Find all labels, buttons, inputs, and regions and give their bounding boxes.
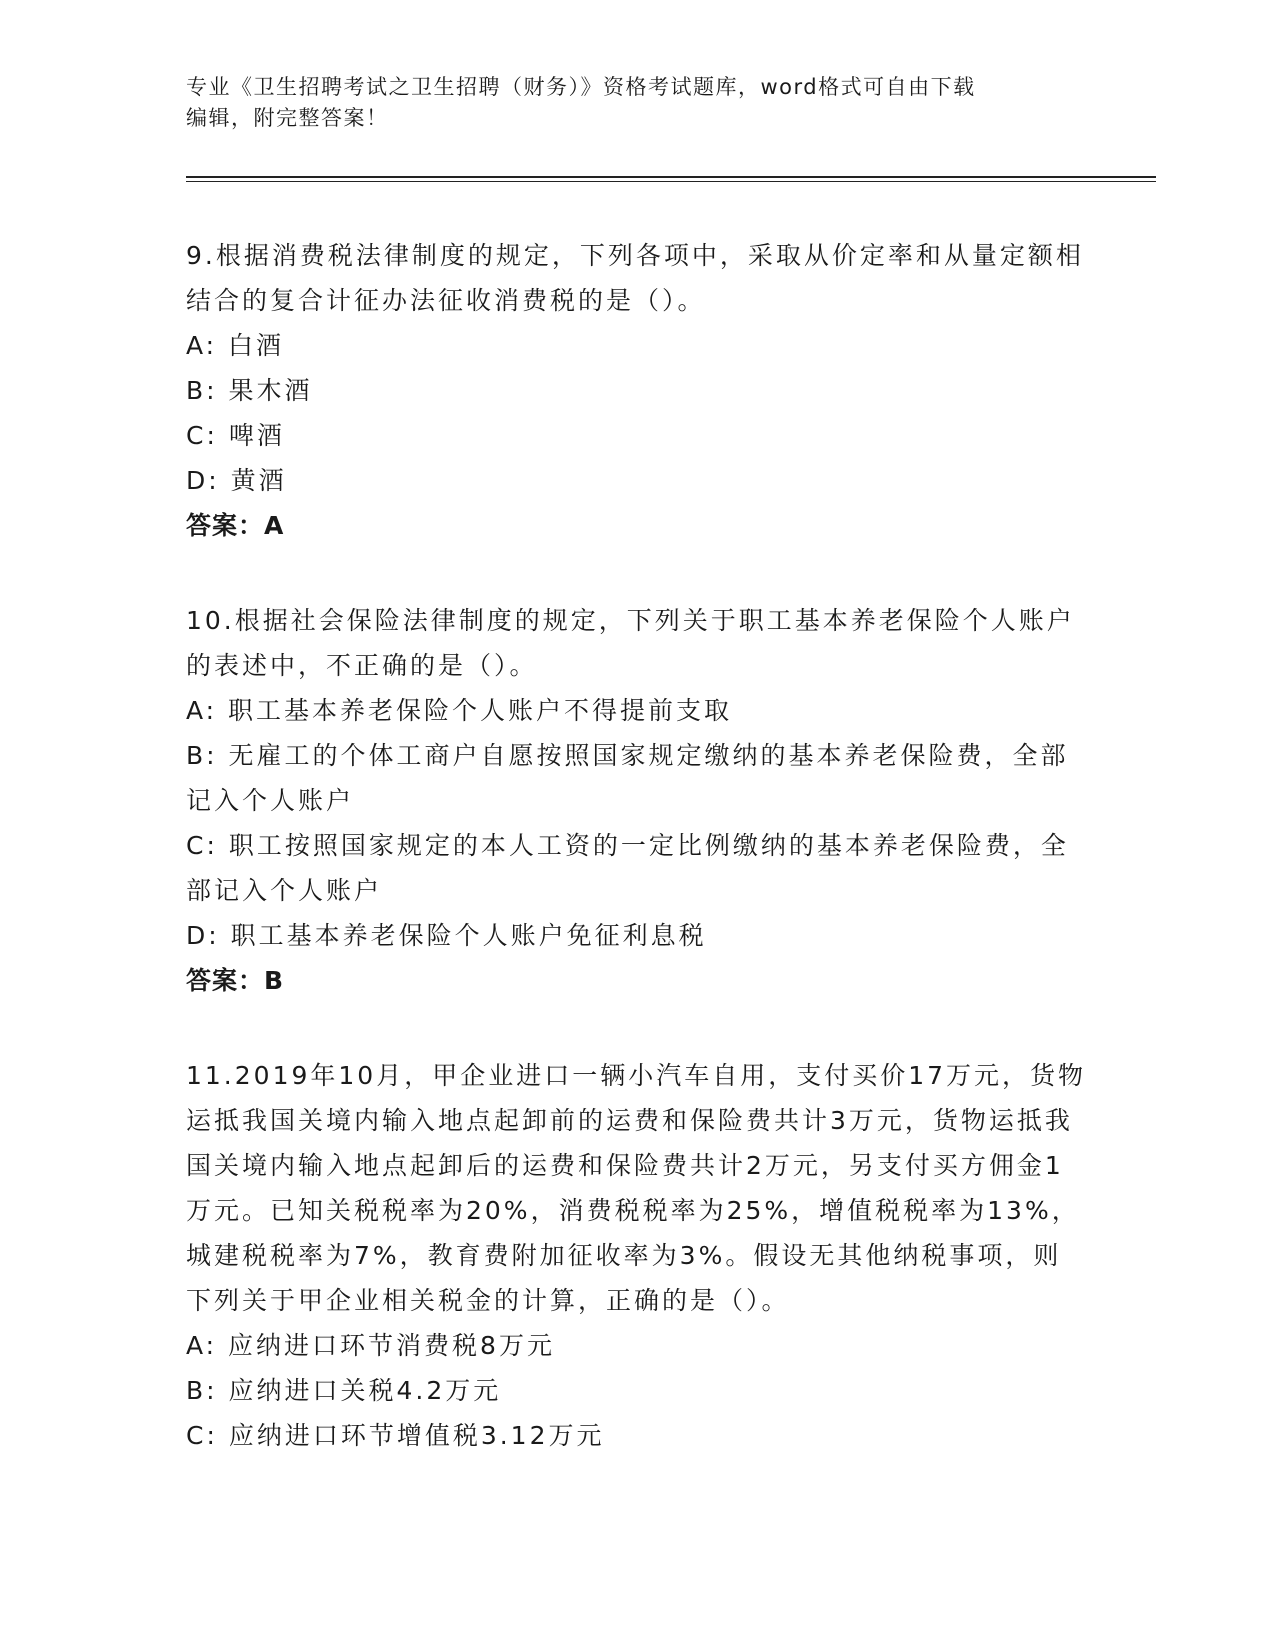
option-a: A: 白酒 [186, 331, 285, 360]
question-9 [186, 233, 1086, 548]
header-divider [186, 176, 1156, 182]
question-stem: 9.根据消费税法律制度的规定，下列各项中，采取从价定率和从量定额相结合的复合计征办法征收消费税的是（）。 [186, 241, 1084, 315]
option-c: C: 啤酒 [186, 421, 285, 450]
option-c: C: 应纳进口环节增值税3.12万元 [186, 1421, 605, 1450]
document-header [186, 72, 1086, 134]
question-stem: 11.2019年10月，甲企业进口一辆小汽车自用，支付买价17万元，货物运抵我国关境内输入地点起卸前的运费和保险费共计3万元，货物运抵我国关境内输入地点起卸后的运费和保险费共计2万元，另支付买方佣金1万元。已知关税税率为20%，消费税税率为25%，增值税税率为13%，城建税税率为7%，教育费附加征收率为3%。假设无其他纳税事项，则下列关于甲企业相关税金的计算，正确的是（）。 [186, 1061, 1087, 1315]
option-b: B: 无雇工的个体工商户自愿按照国家规定缴纳的基本养老保险费，全部记入个人账户 [186, 741, 1069, 815]
answer: 答案：A [186, 511, 285, 540]
header-line-1: 专业《卫生招聘考试之卫生招聘（财务）》资格考试题库，word格式可自由下载 [186, 75, 976, 99]
option-b: B: 应纳进口关税4.2万元 [186, 1376, 502, 1405]
option-b: B: 果木酒 [186, 376, 313, 405]
option-a: A: 应纳进口环节消费税8万元 [186, 1331, 555, 1360]
option-c: C: 职工按照国家规定的本人工资的一定比例缴纳的基本养老保险费，全部记入个人账户 [186, 831, 1069, 905]
question-10 [186, 598, 1086, 1003]
header-line-2: 编辑，附完整答案！ [186, 106, 389, 130]
option-d: D: 黄酒 [186, 466, 287, 495]
option-a: A: 职工基本养老保险个人账户不得提前支取 [186, 696, 733, 725]
question-11 [186, 1053, 1086, 1458]
option-d: D: 职工基本养老保险个人账户免征利息税 [186, 921, 707, 950]
answer: 答案：B [186, 966, 285, 995]
question-stem: 10.根据社会保险法律制度的规定，下列关于职工基本养老保险个人账户的表述中，不正确的是（）。 [186, 606, 1075, 680]
